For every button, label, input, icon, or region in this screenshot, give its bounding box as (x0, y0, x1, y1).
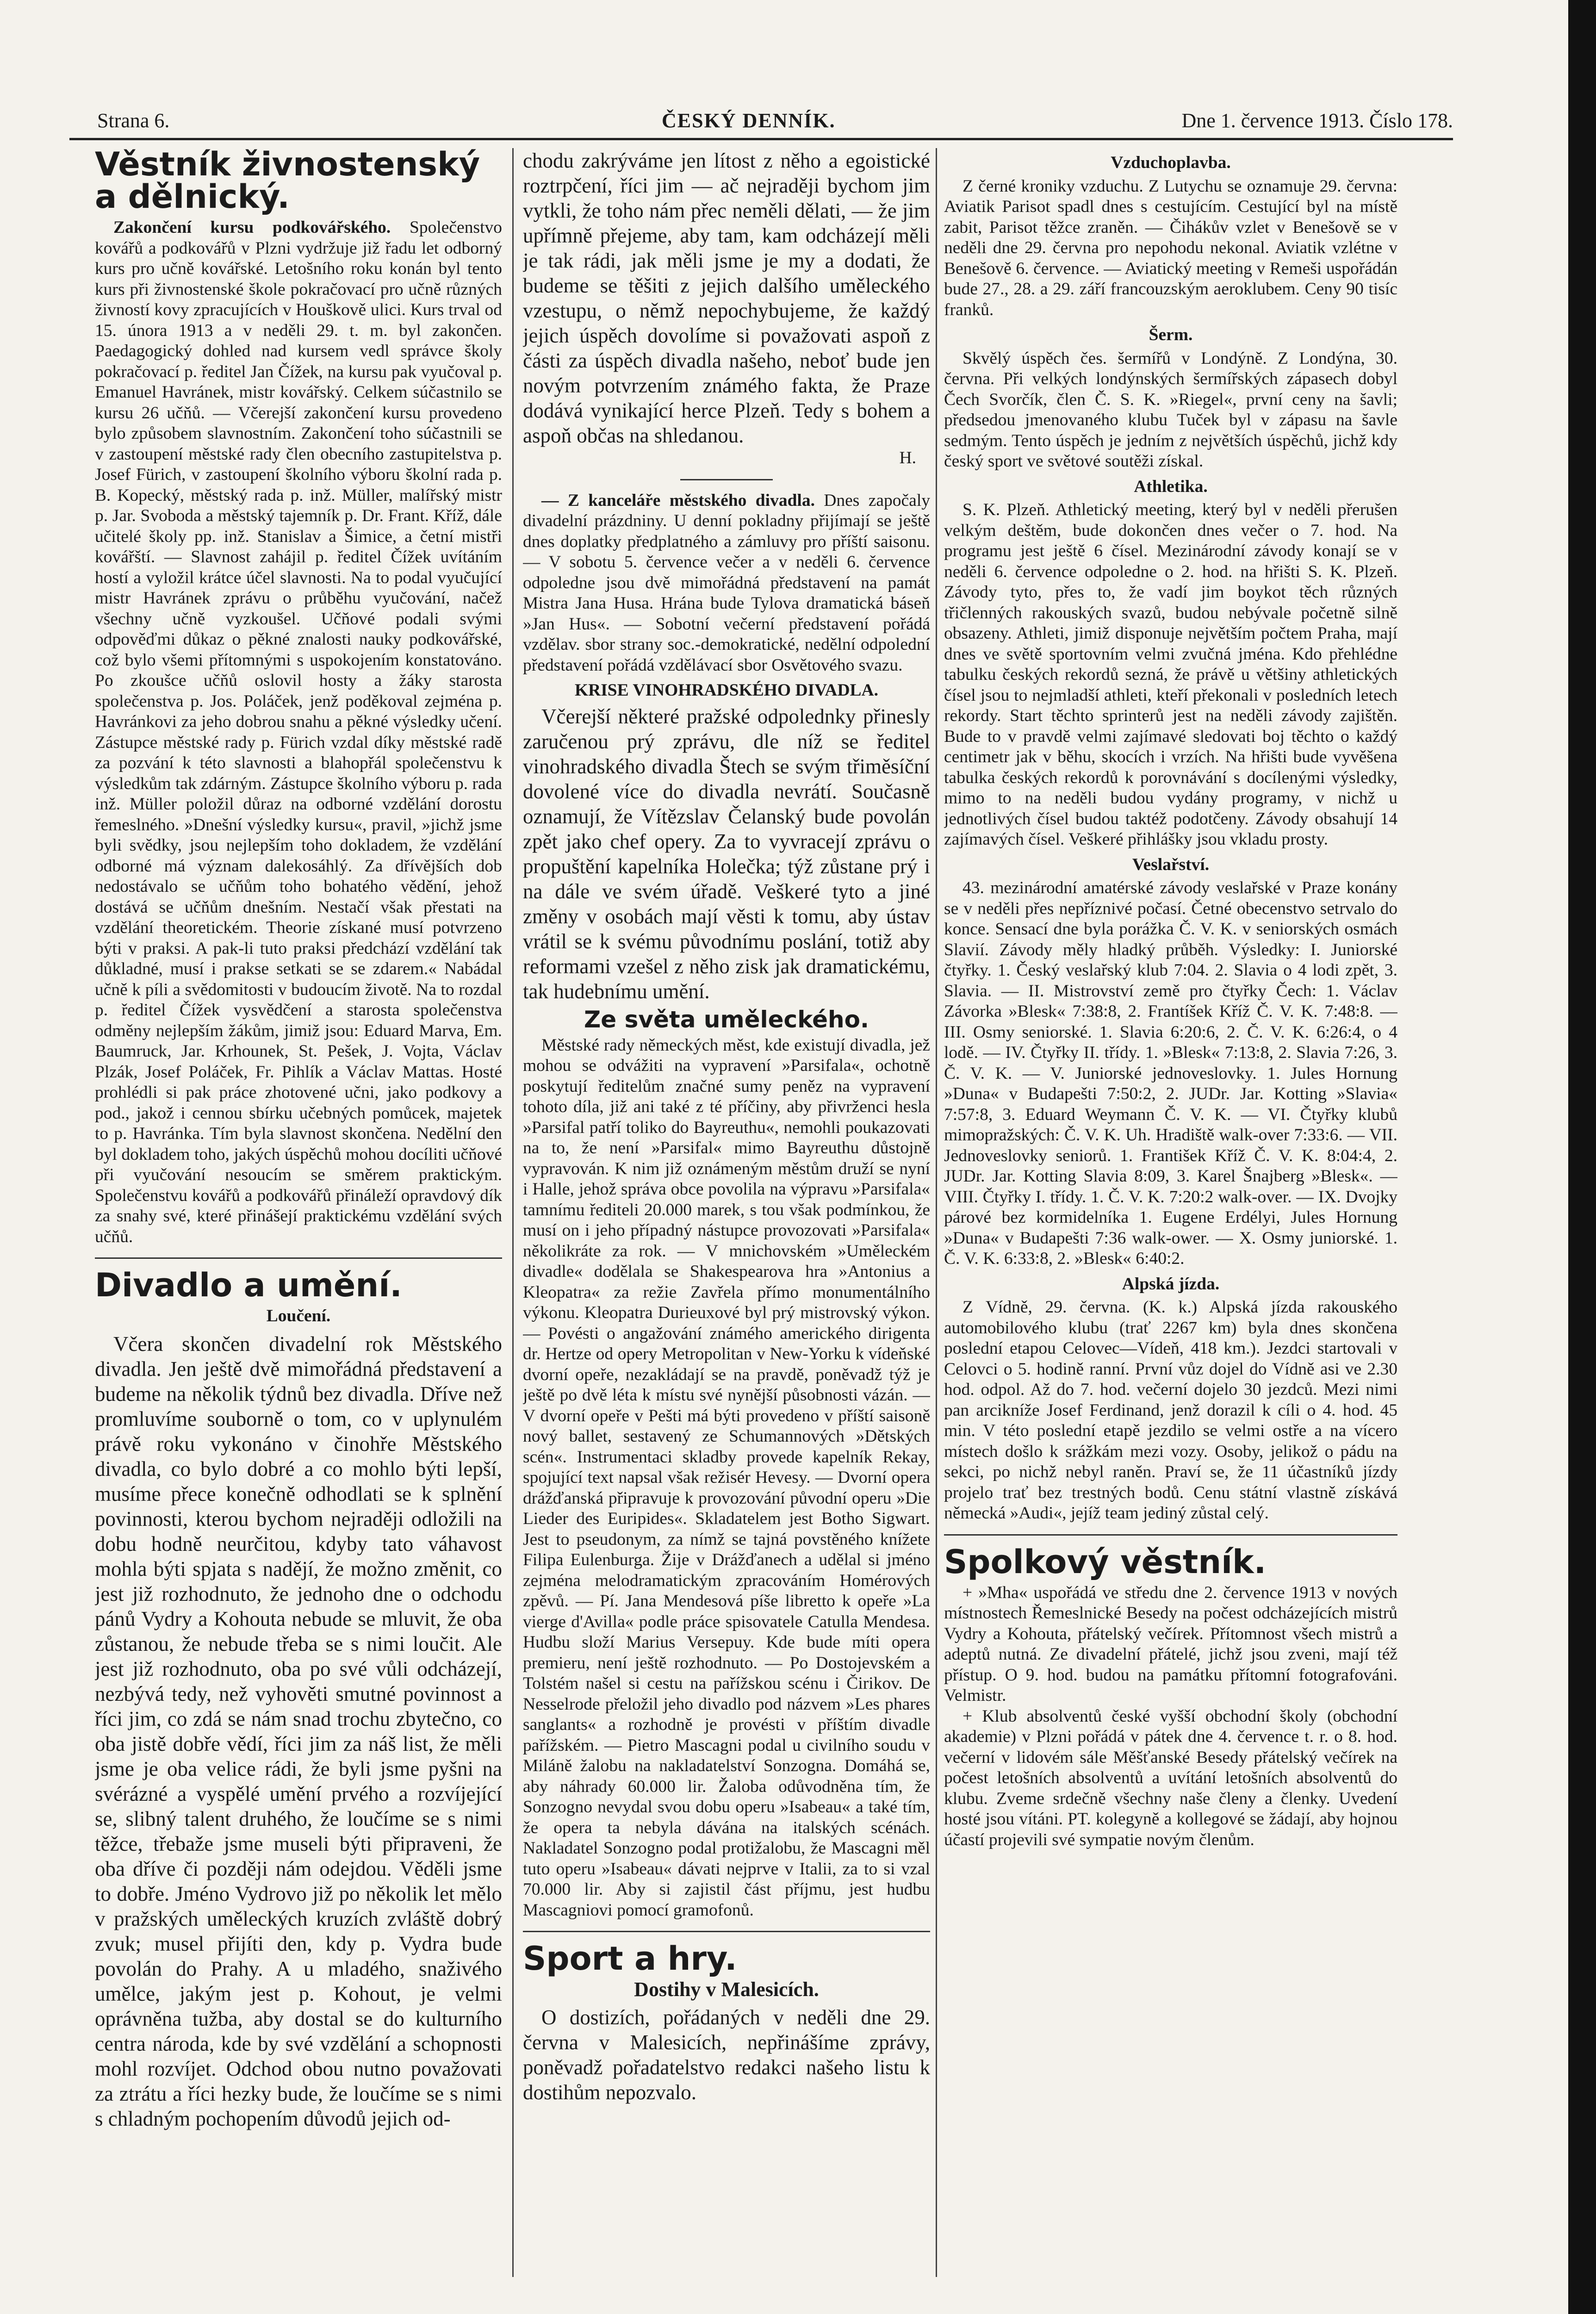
serm-text: Skvělý úspěch čes. šermířů v Londýně. Z Londýna, 30. června. Při velkých londýnských šermířských zápasech dobyl Čech Svorčík, člen Č. S. K. »Riegel«, první ceny na šavli; předsedou jmenovaného klubu Tuček byl v zápasu na šavle sedmým. Tento úspěch je jedním z největších úspěchů, jichž kdy český sport ve světové soutěži získal. (944, 348, 1397, 471)
plus-icon: + (963, 1583, 973, 1602)
spolk-text-1: »Mha« uspořádá ve středu dne 2. července 1913 v nových místnostech Řemeslnické Besedy na počest odcházejících mistrů Vydry a Kohouta, přátelský večírek. Přítomnost všech mistrů a adeptů nutná. Ze divadelní přátelé, jichž jsou zveni, mají též přístup. O 9. hod. budou na památku přítomní fotografováni. Velmistr. (944, 1583, 1397, 1705)
kancelar-text: Dnes započaly divadelní prázdniny. U denní pokladny přijímají se ještě dnes doplatky předplatného a zámluvy pro příští saisonu. — V sobotu 5. července večer a v neděli 6. července odpoledne jsou dvě mimořádná představení na památ Mistra Jana Husa. Hrána bude Tylova dramatická báseň »Jan Hus«. — Sobotní večerní představení pořádá vzdělav. sbor strany soc.-demokratické, nedělní odpolední představení pořádá vzdělávací sbor Osvětového svazu. (523, 491, 930, 675)
vestnik-article (95, 218, 502, 1247)
scan-edge (1568, 0, 1596, 2314)
jizda-text: Z Vídně, 29. června. (K. k.) Alpská jízda rakouského automobilového klubu (trať 2267 km) byla dnes skončena poslední etapou Celovec—Vídeň, 418 km.). Jezdci startovali v Celovci o 5. hodině ranní. První vůz dojel do Vídně asi ve 2.30 hod. odpol. Až do 7. hod. večerní dojelo 30 jezdců. Mezi nimi pan arcikníže Josef Ferdinand, jenž dorazil k cíli o 4. hod. 45 min. V této poslední etapě jezdilo se velmi ostře a na vícero místech došlo k srážkám mezi vozy. Osoby, jelikož o pádu na sekci, po nichž nebyl raněn. Praví se, že 11 účastníků jízdy projelo trať bez trestných bodů. Cenu státní vlastně získává německá »Audi«, jejíž team jediný zůstal celý. (944, 1298, 1397, 1523)
atlet-text: S. K. Plzeň. Athletický meeting, který byl v neděli přerušen velkým deštěm, bude dokončen dnes večer o 7. hod. Na programu jest ještě 6 čísel. Mezinárodní závody konají se v neděli 6. července odpoledne o 2. hod. na hřišti S. K. Plzeň. Závody tyto, přes to, že vadí jim boykot těch různých třičlenných rakouských svazů, budou nebývale početně silně obsazeny. Athleti, jimiž disponuje největším počtem Praha, mají dnes ve světě sportovním velmi zvučná jména. Kdo přehlédne tabulku českých rekordů sezná, že právě u většiny athletických čísel jsou to nejmladší athleti, kteří překonali v posledních letech rekordy. Start těchto sprinterů jest na neděli závody zajištěn. Bude to v pravdě velmi zajímavé sledovati boj těchto o každý centimetr jak v běhu, skocích i vrzích. Na hřišti bude vyvěšena tabulka českých rekordů k porovnávání s docílenými výsledky, mimo to na neděli budou vydány programy, v nichž u jednotlivých čísel budou taktéž podotčeny. Závody obsahují 14 zajímavých čísel. Veškeré přihlášky jsou vkladu prosty. (944, 500, 1397, 849)
vestnik-lead: Zakončení kursu podkovářského. (113, 218, 391, 237)
spolk-heading: Spolkový věstník. (944, 1543, 1267, 1581)
column-rule (512, 148, 514, 2277)
dostihy-heading: Dostihy v Malesicích. (634, 1978, 819, 2001)
plus-icon: + (963, 1706, 973, 1726)
date-issue: Dne 1. července 1913. Číslo 178. (1181, 109, 1453, 132)
vesl-text: 43. mezinárodní amatérské závody veslařské v Praze konány se v neděli přes nepříznivé počasí. Četné obecenstvo setrvalo do konce. Sensací dne byla porážka Č. V. K. v seniorských osmách Slavií. Závody měly hladký průběh. Výsledky: I. Juniorské čtyřky. 1. Český veslařský klub 7:04. 2. Slavia o 4 lodi zpět, 3. Slavia. — II. Mistrovství země pro čtyřky Čech: 1. Václav Závorka »Blesk« 7:38:8, 2. Frantíšek Kříž Č. V. K. 7:48:8. — III. Osmy seniorské. 1. Slavia 6:20:6, 2. Č. V. K. 6:26:4, o 4 lodě. — IV. Čtyřky II. třídy. 1. »Blesk« 7:13:8, 2. Slavia 7:26, 3. Č. V. K. — V. Juniorské jednoveslovky. 1. Jules Hornung »Duna« v Budapešti 7:50:2, 2. JUDr. Jar. Kotting »Slavia« 7:57:8, 3. Eduard Weymann Č. V. K. — VI. Čtyřky klubů mimopražských: Č. V. K. Uh. Hradiště walk-over 7:33:6. — VII. Jednoveslovky seniorů. 1. František Kříž Č. V. K. 8:04:4, 2. JUDr. Jar. Kotting Slavia 8:09, 3. Karel Šnajberg »Blesk«. — VIII. Čtyřky I. třídy. 1. Č. V. K. 7:20:2 walk-over. — IX. Dvojky párové bez kormidelníka 1. Eugene Erdélyi, Jules Hornung »Duna« v Budapešti 7:36 walk-ower. — X. Osmy juniorské. 1. Č. V. K. 6:33:8, 2. »Blesk« 6:40:2. (944, 878, 1397, 1268)
krise-text: Včerejší některé pražské odpolednky přinesly zaručenou prý zprávu, dle níž se ředitel vinohradského divadla Štech se svým třiměsíční dovolené více do divadla nevrátí. Současně oznamují, že Vítězslav Čelanský bude povolán zpět jako chef opery. Za to vyvracejí zprávu o propuštění kapelníka Holečka; týž zůstane prý i na dále ve svém úřadě. Veškeré tyto a jiné změny v osobách mají věsti k tomu, aby ústav vrátil se k svému původnímu poslání, totiž aby reformami vzešel z něho zisk jak dramatickému, tak hudebnímu umění. (523, 704, 930, 1003)
column-rule (936, 148, 937, 2277)
kancelar-lead: — Z kanceláře městského divadla. (541, 491, 815, 510)
page-header (69, 100, 1453, 137)
louceni-text: Včera skončen divadelní rok Městského divadla. Jen ještě dvě mimořádná představení a budeme na několik týdnů bez divadla. Dříve než promluvíme souborně o tom, co v uplynulém právě roku vykonáno v činohře Městského divadla, co bylo dobré a co mohlo býti lepší, musíme přece konečně odhodlati se k splnění povinnosti, kterou bychom nejraději odložili na dobu hodně neurčitou, kdyby tato váhavost mohla býti spjata s nadějí, že možno změnit, co jest již rozhodnuto, že jednoho dne o odchodu pánů Vydry a Kohouta nebude se mluvit, že oba zůstanou, že nebude třeba se s nimi loučit. Ale jest již rozhodnuto, oba po své vůli odcházejí, nezbývá tedy, než vyhověti smutné povinnost a říci jim, co zdá se nám snad trochu zbytečno, co oba jistě dobře vědí, říci jim za náš list, že měli jsme je oba velice rádi, že byli jsme pyšni na svérázné a vyspělé umění prvého a rozvíjející se, slibný talent druhého, že loučíme se s nimi těžce, třebaže jsme museli býti připraveni, že oba dříve či později nám odejdou. Věděli jsme to dobře. Jméno Vydrovo již po několik let mělo v pražských uměleckých kruzích zvláště dobrý zvuk; musel přijíti den, kdy p. Vydra bude povolán do Prahy. A u mladého, snaživého umělce, jakým jest p. Kohout, je velmi oprávněna tužba, aby dostal se do kulturního centra národa, kde by své vzdělání a schopnosti mohl rozvíjet. Odchod obou nutno považovati za ztrátu a říci hezky bude, že loučíme se s nimi s chladným pochopením důvodů jejich od- (95, 1332, 502, 2130)
author-signature: H. (899, 448, 916, 467)
divadlo-heading: Divadlo a umění. (95, 1266, 402, 1304)
section-divider (523, 1931, 930, 1932)
spolk-text-2: Klub absolventů české vyšší obchodní školy (obchodní akademie) v Plzni pořádá v pátek dne 4. července t. r. o 8. hod. večerní v lidovém sále Měšťanské Besedy přátelský večírek na počest letošních absolventů a uvítání letošních absolventů do klubu. Zveme srdečně všechny naše členy a členky. Uvedení hosté jsou vítáni. PT. kolegyně a kollegové se žádají, aby hojnou účastí projevili své sympatie novým členům. (944, 1706, 1397, 1849)
louceni-heading: Loučení. (266, 1306, 331, 1325)
header-rule (69, 138, 1453, 140)
spolk-item-mha (944, 1583, 1397, 1706)
short-rule (680, 479, 773, 480)
newspaper-title: ČESKÝ DENNÍK. (662, 109, 836, 132)
svet-heading: Ze světa uměleckého. (584, 1006, 869, 1033)
svet-text: Městské rady německých měst, kde existují divadla, jež mohou se odvážiti na vypravení »Parsifala«, ochotně poskytují ředitelům značné sumy peněz na vypravení tohoto díla, již ani také z té příčiny, aby přivrženci hesla »Parsifal patří toliko do Bayreuthu«, nemohli poukazovati na to, že není »Parsifal« mimo Bayreuthu důstojně vypravován. K nim již oznámeným městům druží se nyní i Halle, jehož správa obce povolila na výpravu »Parsifala« tamnímu řediteli 20.000 marek, s tou však podmínkou, že musí on i jeho případný nástupce provozovati »Parsifala« několikráte za rok. — V mnichovském »Uměleckém divadle« dodělala se Shakespearova hra »Antonius a Kleopatra« za režie Zavřela přímo monumentálního výkonu. Kleopatra Durieuxové byl prý mistrovský výkon. — Povésti o angažování známého amerického dirigenta dr. Hertze od opery Metropolitan v New-Yorku k vídeňské dvorní opeře, nezakládají se na pravdě, poněvadž týž je ještě po dvě léta k místu své nynější působnosti vázán. — V dvorní opeře v Pešti má býti provedeno v příští saisoně nový ballet, sestavený ze Schumannových »Dětských scén«. Instrumentaci skladby provede kapelník Rekay, spojující text napsal však režisér Hevesy. — Dvorní opera drážďanská připravuje k provozování původní operu »Die Lieder des Euripides«. Skladatelem jest Botho Sigwart. Jest to pseudonym, za nímž se tajná povstěného knížete Filipa Eulenburga. Žije v Drážďanech a udělal si jméno zejména melodramatickým zpracováním Homérových zpěvů. — Pí. Jana Mendesová píše libretto k opeře »La vierge d'Avilla« podle práce spisovatele Catulla Mendesa. Hudbu složí Marius Versepuy. Kde bude míti opera premieru, není ještě rozhodnuto. — Po Dostojevském a Tolstém našel si cestu na pařížskou scénu i Čirikov. De Nesselrode přeložil jeho divadlo pod názvem »Les phares sanglants« a rozhodně je provésti v příštím divadle pařížském. — Pietro Mascagni podal u civilního soudu v Miláně žalobu na nakladatelství Sonzogna. Domáhá se, aby náhrady 60.000 lir. Žaloba odůvodněna tím, že Sonzogno nevydal svou dobu operu »Isabeau« a také tím, že opera ta nebyla dávána na italských scénách. Nakladatel Sonzogno podal protižalobu, že Mascagni měl tuto operu »Isabeau« dávati nejprve v Italii, za to si vzal 70.000 lir. Aby si zajistil část příjmu, jest hudbu Mascagniovi pomocí gramofonů. (523, 1035, 930, 1920)
louceni-continued: chodu zakrýváme jen lítost z něho a egoistické roztrpčení, říci jim — ač nejraději bychom jim vytkli, že toho nám přec neměli dělati, — že jim upřímně přejeme, aby tam, kam odcházejí měli je tak rádi, jak měli jsme je my a dodati, že budeme se těšiti z jejich dalšího uměleckého vzestupu, o němž nepochybujeme, že každý jejich úspěch dovolíme si považovati aspoň z části za úspěch divadla našeho, neboť bude jen novým potvrzením známého fakta, že Praze dodává vynikající herce Plzeň. Tedy s bohem a aspoň občas na shledanou. (523, 149, 930, 447)
section-divider (944, 1534, 1397, 1536)
vzduch-heading: Vzduchoplavba. (1111, 153, 1231, 172)
vestnik-text: Společenstvo kovářů a podkovářů v Plzni vydržuje již řadu let odborný kurs pro učně kovářské. Letošního roku konán byl tento kurs při živnostenské škole pokračovací pro učně různých živností kovy zpracujících v Houškově ulici. Kurs trval od 15. února 1913 a v neděli 29. t. m. byl zakončen. Paedagogický dohled nad kursem vedl správce školy pokračovací p. ředitel Jan Čížek, na kursu pak vyučoval p. Emanuel Havránek, mistr kovářský. Celkem súčastnilo se kursu 26 učňů. — Včerejší zakončení kursu provedeno bylo způsobem slavnostním. Zakončení toho súčastnili se v zastoupení městské rady člen obecního zastupitelstva p. Josef Fürich, v zastoupení školního výboru školní rada p. B. Kopecký, městský rada p. inž. Müller, malířský mistr p. Jar. Svoboda a městský tajemník p. Dr. Frant. Kříž, dále učitelé školy pp. inž. Stanislav a Šimice, a četní mistři kovářští. — Slavnost zahájil p. ředitel Čížek uvítáním hostí a vyložil krátce účel slavnosti. Na to podal vyučující mistr Havránek zprávu o průběhu vyučování, načež všechny učně vyzkoušel. Učňové podali svými odpověďmi důkaz o pěkné znalosti nauky podkovářské, což bylo všemi přítomnými s uspokojením konstatováno. Po zkoušce učňů oslovil hosty a žáky starosta společenstva p. Jos. Poláček, jenž poděkoval zejména p. Havránkovi za jeho dobrou snahu a pěkné výsledky učení. Zástupce městské rady p. Fürich vzdal díky městské radě za pozvání k této slavnosti a blahopřál společenstvu k výsledkům tak zdárným. Zástupce školního výboru p. rada inž. Müller položil důraz na odborné vzdělání dorostu řemeslného. »Dnešní výsledky kursu«, pravil, »jichž jsme byli svědky, jsou nejlepším toho dokladem, že vzdělání odborné má význam dalekosáhlý. Za dřívějších dob nedostávalo se učňům toho bohatého vědění, jehož dostává se učňům dnešním. Nestačí však přestati na vzdělání theoretickém. Theorie získané musí potvrzeno býti v praksi. A pak-li tuto praksi předchází vzdělání tak důkladné, musí i prakse setkati se se zdarem.« Nabádal učně k píli a svědomitosti v budoucím životě. Na to rozdal p. ředitel Čížek vysvědčení a starosta společenstva odměny nejlepším žákům, jimiž jsou: Eduard Marva, Em. Baumruck, Jar. Krhounek, St. Pešek, J. Vojta, Václav Plzák, Josef Poláček, Fr. Pihlík a Václav Mattas. Hosté prohlédli si pak práce zhotovené učni, jako podkovy a pod., jakož i cennou sbírku učebných pomůcek, majetek to p. Havránka. Tím byla slavnost skončena. Nedělní den byl dokladem toho, jakých úspěchů mohou docíliti učňové při vyučování nesoucím se směrem praktickým. Společenstvu kovářů a podkovářů přináleží opravdový dík za snahy své, které přinášejí praktickému vzdělání svých učňů. (95, 218, 502, 1246)
vzduch-text: Z černé kroniky vzduchu. Z Lutychu se oznamuje 29. června: Aviatik Parisot spadl dnes s cestujícím. Cestující byl na místě zabit, Parisot těžce zraněn. — Čihákův vzlet v Benešově se v neděli dne 29. června pro nepohodu nekonal. Aviatik vzlétne v Benešově 6. července. — Aviatický meeting v Remeši uspořádán bude 27., 28. a 29. září francouzským aeroklubem. Ceny 90 tisíc franků. (944, 176, 1397, 319)
vestnik-heading: Věstník živnostenský a dělnický. (95, 148, 480, 216)
krise-heading: KRISE VINOHRADSKÉHO DIVADLA. (574, 681, 879, 700)
vesl-heading: Veslařství. (1132, 855, 1210, 874)
column-3 (944, 148, 1397, 2277)
serm-heading: Šerm. (1149, 325, 1193, 344)
column-2 (523, 148, 930, 2277)
atlet-heading: Athletika. (1134, 477, 1208, 496)
sport-heading: Sport a hry. (523, 1940, 737, 1978)
column-1 (95, 148, 502, 2277)
kancelar-article (523, 491, 930, 676)
spolk-item-klub (944, 1706, 1397, 1851)
page-number: Strana 6. (97, 109, 170, 132)
dostihy-text: O dostizích, pořádaných v neděli dne 29. června v Malesicích, nepřinášíme zprávy, poněvadž pořadatelstvo redakci našeho listu k dostihům nepozvalo. (523, 2005, 930, 2104)
section-divider (95, 1257, 502, 1259)
jizda-heading: Alpská jízda. (1122, 1274, 1220, 1294)
